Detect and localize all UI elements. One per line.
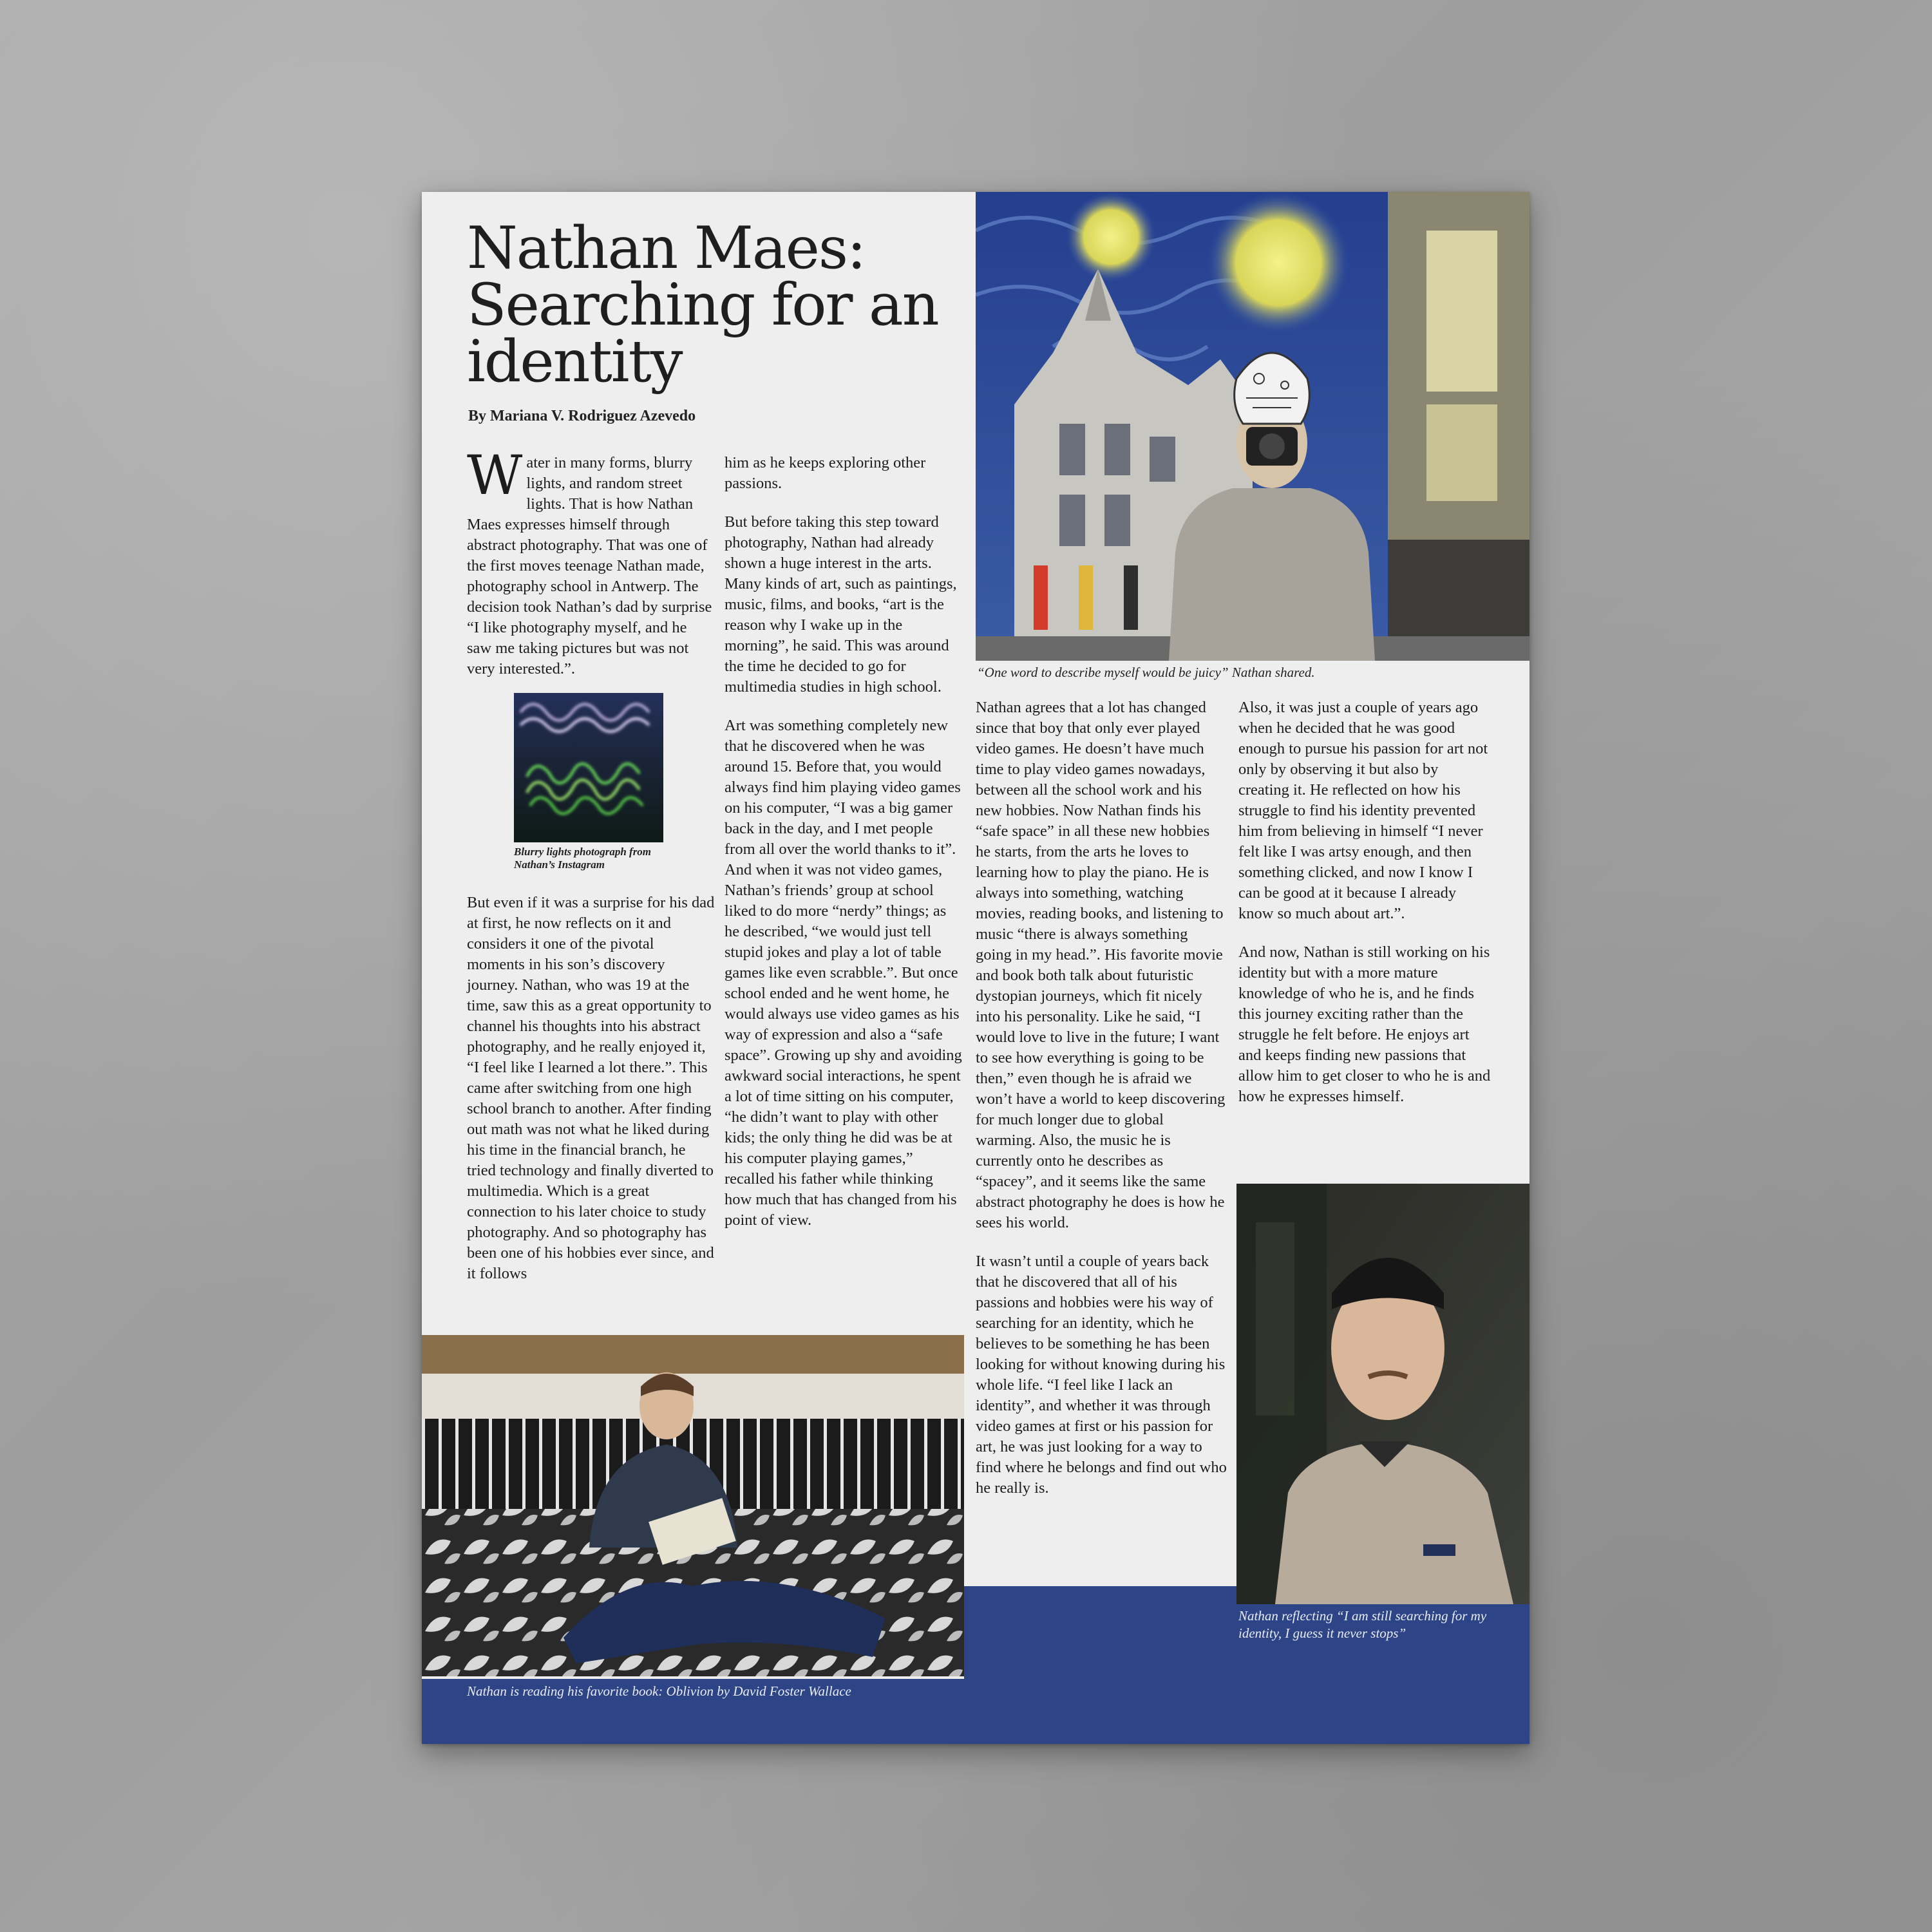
column-3 bbox=[976, 697, 1227, 1517]
col4-paragraph-1: Also, it was just a couple of years ago when he decided that he was good enough to pursue his passion for art not only by observing it but also by creating it. He reflected on how his struggle to find his identity prevented him from believing in himself “I never felt like I was artsy enough, and then something clicked, and now I know I can be good at it because I already know so much about art.”. bbox=[1238, 699, 1488, 922]
lights-caption: Blurry lights photograph from Nathan’s Instagram bbox=[514, 846, 652, 871]
reading-caption: Nathan is reading his favorite book: Oblivion by David Foster Wallace bbox=[467, 1683, 851, 1699]
column-4 bbox=[1238, 697, 1493, 1125]
hero-caption: “One word to describe myself would be juicy” Nathan shared. bbox=[977, 665, 1315, 680]
column-1-top bbox=[467, 444, 715, 697]
title-line-2: Searching for an bbox=[467, 271, 938, 339]
column-2 bbox=[724, 453, 963, 1249]
col2-paragraph-1: him as he keeps exploring other passions. bbox=[724, 454, 926, 492]
article-title bbox=[467, 214, 956, 395]
col4-paragraph-2: And now, Nathan is still working on his identity but with a more mature knowledge of who he is, and he finds this journey exciting rather than the struggle he felt before. He enjoys art and keeps finding new passions that allow him to get closer to who he is and how he expresses himself. bbox=[1238, 943, 1491, 1105]
portrait-photo bbox=[1236, 1184, 1530, 1604]
col3-paragraph-2: It wasn’t until a couple of years back that he discovered that all of his passions and hobbies were his way of searching for an identity, which he believes to be something he has been looking for without knowing during his whole life. “I feel like I lack an identity”, and whether it was through video games at first or his passion for art, he was just looking for a way to find where he belongs and find out who he really is. bbox=[976, 1253, 1227, 1497]
col3-paragraph-1: Nathan agrees that a lot has changed since that boy that only ever played video games. He doesn’t have much time to play video games nowadays, between all the school work and his new hobbies. Now Nathan finds his “safe space” in all these new hobbies he starts, from the arts he loves to learning how to play the piano. He is always into something, watching movies, reading books, and listening to music “there is always something going in my head.”. His favorite movie and book both talk about futuristic dystopian journeys, which fit nicely into his personality. Like he said, “I would love to live in the future; I want to see how everything is going to be then,” even though he is afraid we won’t have a world to keep discovering for much longer due to global warming. Also, the music he is currently onto he describes as “spacey”, and it seems like the same abstract photography he does is how he sees his world. bbox=[976, 699, 1226, 1231]
title-line-1: Nathan Maes: bbox=[467, 214, 866, 282]
drop-cap: W bbox=[467, 444, 523, 507]
col1-paragraph-1: Water in many forms, blurry lights, and random street lights. That is how Nathan Maes expresses himself through abstract photography. That was one of the first moves teenage Nathan made, photography school in Antwerp. The decision took Nathan’s dad by surprise “I like photography myself, and he saw me taking pictures but was not very interested.”. bbox=[467, 444, 712, 677]
col1-paragraph-2: But even if it was a surprise for his dad at first, he now reflects on it and considers it one of the pivotal moments in his son’s discovery journey. Nathan, who was 19 at the time, saw this as a great opportunity to channel his thoughts into his abstract photography, and he really enjoyed it, “I feel like I learned a lot there.”. This came after switching from one high school branch to another. After finding out math was not what he liked during his time in the financial branch, he tried technology and finally diverted to multimedia. Which is a great connection to his later choice to study photography. And so photography has been one of his hobbies ever since, and it follows bbox=[467, 894, 715, 1282]
reading-photo bbox=[422, 1335, 964, 1676]
hero-photo-camera-portrait bbox=[976, 192, 1530, 661]
col2-paragraph-2: But before taking this step toward photography, Nathan had already shown a huge interest in the arts. Many kinds of art, such as paintings, music, films, and books, “art is the reason why I wake up in the morning”, he said. This was around the time he decided to go for multimedia studies in high school. bbox=[724, 513, 957, 696]
blurry-lights-photo bbox=[514, 693, 663, 842]
title-line-3: identity bbox=[467, 328, 682, 395]
magazine-page bbox=[422, 192, 1530, 1744]
portrait-caption: Nathan reflecting “I am still searching for my identity, I guess it never stops” bbox=[1238, 1608, 1487, 1641]
col2-paragraph-3: Art was something completely new that he discovered when he was around 15. Before that, you would always find him playing video games on his computer, “I was a big gamer back in the day, and I met people from all over the world thanks to it”. And when it was not video games, Nathan’s friends’ group at school liked to do more “nerdy” things; as he described, “we would just tell stupid jokes and play a lot of table games like even scrabble.”. But once school ended and he went home, he would always use video games as his way of expression and also a “safe space”. Growing up shy and avoiding awkward social interactions, he spent a lot of time sitting on his computer, “he didn’t want to play with other kids; the only thing he did was be at his computer playing games,” recalled his father while thinking how much that has changed from his point of view. bbox=[724, 717, 962, 1229]
column-1-bottom bbox=[467, 893, 715, 1302]
byline: By Mariana V. Rodriguez Azevedo bbox=[468, 408, 696, 424]
